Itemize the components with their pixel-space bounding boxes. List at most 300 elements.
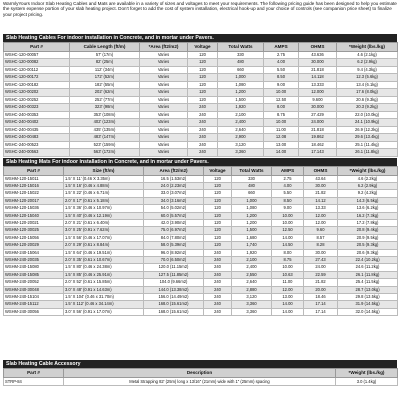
table-cell: 1.5' X 22' (0.46 x 6.71m): [64, 190, 144, 197]
table-cell: 13.00: [264, 141, 299, 149]
table-cell: 240: [204, 271, 232, 278]
table-cell: 10.00: [264, 89, 299, 97]
table-cell: 1,200: [218, 89, 264, 97]
table-cell: 13.33: [304, 205, 338, 212]
table-cell: 22.59: [304, 271, 338, 278]
table-cell: 17.2 (7.8kg): [338, 219, 398, 226]
table-cell: 9.600: [299, 96, 337, 104]
table-cell: 19.862: [299, 134, 337, 142]
table-cell: 1,680: [232, 234, 272, 241]
table-cell: 120: [204, 212, 232, 219]
table-cell: WSHC-240-00435: [4, 126, 70, 134]
table-cell: 12.00: [304, 219, 338, 226]
table-cell: 330: [232, 175, 272, 182]
table-cell: 353' (108m): [70, 111, 140, 119]
table-row: [4, 308, 398, 315]
table-cell: WSHC-240-00523: [4, 141, 70, 149]
column-header: Total Watts: [232, 167, 272, 176]
table-row: [4, 271, 398, 278]
table-row: [4, 96, 398, 104]
table-cell: Varies: [140, 89, 188, 97]
column-header: *Weight (lbs./kg): [337, 43, 398, 52]
table-cell: 5.50: [272, 190, 304, 197]
table-cell: 120: [204, 205, 232, 212]
table-cell: 182' (55m): [70, 81, 140, 89]
table-cell: 54.0 (5.02m2): [144, 205, 204, 212]
table-cell: 2.0' X 21' (0.61 x 6.40m): [64, 219, 144, 226]
table-cell: WSHC-240-00323: [4, 104, 70, 112]
table-cell: 2,550: [232, 271, 272, 278]
table-row: [4, 119, 398, 127]
table-row: [4, 59, 398, 67]
table-cell: 240: [204, 301, 232, 308]
table-row: [4, 205, 398, 212]
table-cell: 1,740: [232, 242, 272, 249]
column-header: *Area (ft2/m2): [140, 43, 188, 52]
table-cell: 120: [204, 242, 232, 249]
table-row: [4, 81, 398, 89]
table-cell: 120: [188, 59, 218, 67]
table-cell: 16.5 (1.53m2): [144, 175, 204, 182]
table-cell: WSHM-240-15085: [4, 271, 64, 278]
table-row: [4, 301, 398, 308]
table-cell: 330: [218, 51, 264, 59]
table-cell: 25.4 (11.5kg): [338, 279, 398, 286]
table-cell: 202' (62m): [70, 89, 140, 97]
table-cell: 2,400: [218, 119, 264, 127]
table-cell: 18.462: [299, 141, 337, 149]
table-cell: WSHM-120-20029: [4, 242, 64, 249]
table-cell: 156.0 (14.49m2): [144, 294, 204, 301]
table-cell: 42.0 (3.90m2): [144, 219, 204, 226]
table-cell: Metal Strapping 82' (25m) long x 13/16" (21mm) wide with 1" (25mm) spacing: [64, 377, 336, 385]
table-cell: WSHM-120-15036: [4, 205, 64, 212]
table-cell: 30.000: [299, 104, 337, 112]
table-row: [4, 149, 398, 157]
accessory-table: [3, 368, 398, 386]
table-cell: WSHM-240-15112: [4, 301, 64, 308]
table-cell: 240: [204, 256, 232, 263]
table-cell: 660: [218, 66, 264, 74]
table-cell: WSHM-120-15016: [4, 182, 64, 189]
table-cell: 2,640: [218, 126, 264, 134]
table-cell: 10.00: [272, 264, 304, 271]
table-row: [4, 377, 398, 385]
table-cell: STRP-84: [4, 377, 64, 385]
table-cell: 168.0 (15.61m2): [144, 301, 204, 308]
table-cell: 5.50: [264, 66, 299, 74]
table-row: [4, 219, 398, 226]
table-cell: 18.46: [304, 294, 338, 301]
table-cell: 75.0 (6.97m2): [144, 227, 204, 234]
table-cell: Varies: [140, 59, 188, 67]
table-cell: 29.8 (13.5kg): [338, 294, 398, 301]
table-cell: 12.00: [272, 286, 304, 293]
table-row: [4, 286, 398, 293]
table-cell: 2,640: [232, 279, 272, 286]
table-cell: 172' (52m): [70, 74, 140, 82]
table-cell: 30.00: [304, 249, 338, 256]
table-cell: 8.50: [264, 74, 299, 82]
table-cell: 104.0 (9.66m2): [144, 279, 204, 286]
column-header: AMPS: [264, 43, 299, 52]
table-cell: 3,120: [218, 141, 264, 149]
table-cell: 14.00: [264, 149, 299, 157]
table-cell: 120: [204, 219, 232, 226]
table-cell: 13.4 (6.1kg): [337, 81, 398, 89]
table-cell: 22.4 (10.2kg): [338, 256, 398, 263]
table-cell: WSHM-240-30048: [4, 286, 64, 293]
column-header: Part #: [4, 369, 64, 378]
column-header: Area (ft2/m2): [144, 167, 204, 176]
table-cell: 13.6 (6.2kg): [338, 205, 398, 212]
table-cell: 1,920: [232, 249, 272, 256]
table-cell: WSHC-120-00202: [4, 89, 70, 97]
table-row: [4, 51, 398, 59]
table-cell: 144.0 (13.38m2): [144, 286, 204, 293]
table-cell: 10.63: [272, 271, 304, 278]
table-cell: 120: [204, 197, 232, 204]
table-cell: 240: [188, 134, 218, 142]
table-cell: 14.00: [272, 234, 304, 241]
table-row: [4, 141, 398, 149]
cables-section: [3, 34, 397, 157]
mats-section-title: Slab Heating Mats For indoor installation in Concrete, and in mortar under Pavers.: [3, 158, 397, 166]
table-row: [4, 74, 398, 82]
table-cell: 14.00: [272, 308, 304, 315]
table-cell: 120: [204, 190, 232, 197]
table-cell: 9.2 (4.2kg): [338, 190, 398, 197]
table-cell: 120: [188, 96, 218, 104]
table-cell: 8.00: [264, 104, 299, 112]
table-cell: 10.00: [272, 219, 304, 226]
table-cell: 16.2 (7.3kg): [338, 212, 398, 219]
table-cell: 8.57: [304, 234, 338, 241]
table-cell: 12.50: [272, 227, 304, 234]
table-cell: Varies: [140, 104, 188, 112]
table-cell: 21.82: [304, 279, 338, 286]
table-cell: 1,500: [218, 96, 264, 104]
table-cell: Varies: [140, 134, 188, 142]
table-cell: 240: [204, 294, 232, 301]
table-cell: 3.0' X 48' (0.91 x 14.63m): [64, 286, 144, 293]
table-cell: 20.3 (9.2kg): [337, 104, 398, 112]
table-cell: Varies: [140, 119, 188, 127]
table-cell: 1,920: [218, 104, 264, 112]
table-row: [4, 279, 398, 286]
table-cell: 435' (135m): [70, 126, 140, 134]
table-cell: 57' (17m): [70, 51, 140, 59]
table-cell: 120: [188, 89, 218, 97]
table-cell: WSHM-240-15080: [4, 264, 64, 271]
mats-table: [3, 166, 398, 316]
accessory-table-header: [4, 369, 398, 378]
table-cell: WSHC-120-00112: [4, 66, 70, 74]
table-cell: Varies: [140, 96, 188, 104]
table-cell: 1.5' X 56' (0.46 x 17.07m): [64, 234, 144, 241]
table-cell: 6.2 (2.9kg): [337, 59, 398, 67]
table-cell: WSHC-120-00057: [4, 51, 70, 59]
table-cell: 32.0 (14.5kg): [338, 308, 398, 315]
table-cell: 27.429: [299, 111, 337, 119]
table-cell: 17.6 (8.0kg): [337, 89, 398, 97]
table-cell: 6.2 (2.9kg): [338, 182, 398, 189]
table-cell: 58.0 (5.39m2): [144, 242, 204, 249]
table-cell: 120: [188, 74, 218, 82]
table-cell: 27.43: [304, 256, 338, 263]
table-cell: WSHM-240-20035: [4, 256, 64, 263]
table-row: [4, 256, 398, 263]
table-cell: 24.00: [304, 264, 338, 271]
column-header: Part #: [4, 167, 64, 176]
table-cell: 1,000: [232, 197, 272, 204]
table-cell: 1.5' X 112' (0.46 x 34.14m): [64, 301, 144, 308]
table-row: [4, 104, 398, 112]
table-row: [4, 294, 398, 301]
table-cell: 26.1 (11.8kg): [338, 271, 398, 278]
table-cell: 2.0' X 29' (0.61 x 8.84m): [64, 242, 144, 249]
table-cell: 24.0 (2.23m2): [144, 182, 204, 189]
table-cell: 14.00: [272, 301, 304, 308]
table-cell: 9.00: [272, 205, 304, 212]
table-cell: 22.0 (10.0kg): [337, 111, 398, 119]
table-cell: WSHC-120-00172: [4, 74, 70, 82]
table-cell: 1,080: [232, 205, 272, 212]
table-cell: 17.14: [304, 301, 338, 308]
table-cell: 240: [204, 308, 232, 315]
table-cell: 96.0 (8.92m2): [144, 249, 204, 256]
table-cell: 14.3 (6.5kg): [338, 197, 398, 204]
table-cell: Varies: [140, 141, 188, 149]
table-cell: Varies: [140, 51, 188, 59]
accessory-table-body: [4, 377, 398, 385]
table-cell: 14.118: [299, 74, 337, 82]
cables-table-header: [4, 43, 398, 52]
table-cell: 2,880: [232, 286, 272, 293]
table-cell: 3,360: [232, 301, 272, 308]
table-cell: 3,120: [232, 294, 272, 301]
table-cell: 30.000: [299, 59, 337, 67]
table-cell: 2,400: [232, 264, 272, 271]
table-row: [4, 89, 398, 97]
table-row: [4, 212, 398, 219]
table-cell: 120: [188, 66, 218, 74]
table-cell: 28.7 (13.0kg): [338, 286, 398, 293]
table-cell: 26.1 (11.8kg): [337, 149, 398, 157]
column-header: Voltage: [204, 167, 232, 176]
table-cell: WSHM-120-20021: [4, 219, 64, 226]
table-cell: Varies: [140, 149, 188, 157]
table-cell: 4.00: [264, 59, 299, 67]
table-row: [4, 111, 398, 119]
column-header: OHMS: [304, 167, 338, 176]
table-cell: WSHM-120-20017: [4, 197, 64, 204]
table-cell: 2.75: [264, 51, 299, 59]
table-cell: 240: [188, 141, 218, 149]
table-cell: 20.9 (9.5kg): [338, 234, 398, 241]
table-row: [4, 197, 398, 204]
table-cell: 4.6 (2.1kg): [337, 51, 398, 59]
table-cell: WSHC-240-00402: [4, 119, 70, 127]
column-header: Voltage: [188, 43, 218, 52]
table-cell: Varies: [140, 126, 188, 134]
table-cell: Varies: [140, 66, 188, 74]
table-cell: Varies: [140, 74, 188, 82]
column-header: Size (ft/m): [64, 167, 144, 176]
table-cell: WSHC-120-00182: [4, 81, 70, 89]
table-cell: 9.4 (4.3kg): [337, 66, 398, 74]
table-cell: 34.0 (3.16m2): [144, 197, 204, 204]
table-cell: WSHC-240-00563: [4, 149, 70, 157]
table-cell: WSHC-120-00082: [4, 59, 70, 67]
table-cell: 21.818: [299, 66, 337, 74]
table-cell: 20.6 (9.3kg): [337, 96, 398, 104]
table-cell: 112' (34m): [70, 66, 140, 74]
table-cell: 3.0' X 56' (0.91 x 17.07m): [64, 308, 144, 315]
table-cell: 402' (123m): [70, 119, 140, 127]
table-cell: 660: [232, 190, 272, 197]
table-cell: 240: [204, 286, 232, 293]
table-cell: 563' (172m): [70, 149, 140, 157]
table-cell: 12.3 (5.6kg): [337, 74, 398, 82]
table-cell: 21.818: [299, 126, 337, 134]
table-row: [4, 190, 398, 197]
table-cell: 20.5 (9.3kg): [338, 242, 398, 249]
table-cell: 252' (77m): [70, 96, 140, 104]
table-cell: 8.28: [304, 242, 338, 249]
table-cell: 31.9 (14.5kg): [338, 301, 398, 308]
table-cell: 33.0 (3.07m2): [144, 190, 204, 197]
column-header: Cable Length (ft/m): [70, 43, 140, 52]
table-cell: 1.5' X 40' (0.46 x 12.19m): [64, 212, 144, 219]
table-cell: 2.0' X 35' (0.61 x 10.67m): [64, 256, 144, 263]
table-row: [4, 126, 398, 134]
table-cell: 2.0' X 52' (0.61 x 15.85m): [64, 279, 144, 286]
table-cell: 1.5' X 80' (0.46 x 24.38m): [64, 264, 144, 271]
table-cell: 127.5 (11.85m2): [144, 271, 204, 278]
table-cell: 20.00: [304, 286, 338, 293]
table-cell: 4.00: [272, 182, 304, 189]
table-cell: 120: [188, 51, 218, 59]
table-cell: WSHC-240-00483: [4, 134, 70, 142]
table-cell: 17.14: [304, 308, 338, 315]
table-cell: 70.0 (6.50m2): [144, 256, 204, 263]
table-row: [4, 227, 398, 234]
column-header: Part #: [4, 43, 70, 52]
column-header: Description: [64, 369, 336, 378]
table-cell: 523' (159m): [70, 141, 140, 149]
table-cell: 13.333: [299, 81, 337, 89]
table-cell: 2,100: [218, 111, 264, 119]
table-cell: 3.0 (1.4kg): [336, 377, 398, 385]
table-cell: 240: [204, 264, 232, 271]
table-cell: 10.00: [272, 212, 304, 219]
table-cell: WSHM-240-15104: [4, 294, 64, 301]
table-cell: 30.00: [304, 182, 338, 189]
table-cell: 21.82: [304, 190, 338, 197]
table-cell: WSHM-120-15011: [4, 175, 64, 182]
table-cell: 3,360: [232, 308, 272, 315]
table-cell: 240: [188, 104, 218, 112]
table-cell: 8.50: [272, 197, 304, 204]
table-cell: 480: [232, 182, 272, 189]
table-cell: 120: [188, 81, 218, 89]
table-cell: WSHM-240-15064: [4, 249, 64, 256]
table-row: [4, 134, 398, 142]
table-cell: WSHM-120-15022: [4, 190, 64, 197]
table-cell: 1.5' X 64' (0.46 x 19.51m): [64, 249, 144, 256]
table-cell: 24.1 (10.9kg): [337, 119, 398, 127]
table-cell: 12.000: [299, 89, 337, 97]
table-cell: 483' (147m): [70, 134, 140, 142]
cables-section-title: Slab Heating Cables For indoor installation in Concrete, and in mortar under Pavers.: [3, 34, 397, 42]
table-cell: 1.5' X 85' (0.46 x 25.91m): [64, 271, 144, 278]
table-cell: 240: [204, 279, 232, 286]
table-cell: 1,200: [232, 219, 272, 226]
table-cell: 8.00: [272, 249, 304, 256]
table-cell: 1,200: [232, 212, 272, 219]
table-cell: 240: [188, 111, 218, 119]
table-cell: 14.50: [272, 242, 304, 249]
table-cell: 84.0 (7.80m2): [144, 234, 204, 241]
table-cell: 17.143: [299, 149, 337, 157]
table-cell: 240: [204, 249, 232, 256]
table-row: [4, 66, 398, 74]
table-row: [4, 249, 398, 256]
table-cell: 24.000: [299, 119, 337, 127]
table-cell: Varies: [140, 81, 188, 89]
intro-paragraph: WarmlyYours Indoor Slab Heating Cables and Mats are available in a variety of sizes and voltages to meet your requirements. The following pricing guide has been designed to help you estimate the system expense portion of your slab heating project. Don't forget to add the cost of system installation, electrical hook-up and your choice of controls (see companion price sheet) to finalize your project pricing.: [3, 1, 397, 17]
table-row: [4, 182, 398, 189]
table-cell: WSHM-120-30025: [4, 227, 64, 234]
table-cell: 2.75: [272, 175, 304, 182]
table-cell: 1,080: [218, 81, 264, 89]
table-cell: 12.00: [304, 212, 338, 219]
table-cell: 24.6 (11.2kg): [338, 264, 398, 271]
table-cell: 11.00: [264, 126, 299, 134]
table-cell: 240: [188, 119, 218, 127]
table-row: [4, 234, 398, 241]
column-header: *Weight (lbs./kg): [336, 369, 398, 378]
table-cell: 12.08: [264, 134, 299, 142]
table-cell: WSHM-240-20052: [4, 279, 64, 286]
table-cell: 2,900: [218, 134, 264, 142]
table-cell: 1,000: [218, 74, 264, 82]
table-cell: 2.0' X 17' (0.61 x 5.18m): [64, 197, 144, 204]
table-cell: 11.00: [272, 279, 304, 286]
table-cell: 8.75: [272, 256, 304, 263]
table-cell: 120: [204, 182, 232, 189]
table-cell: 1,500: [232, 227, 272, 234]
table-cell: 4.6 (2.2kg): [338, 175, 398, 182]
table-cell: 120: [204, 175, 232, 182]
table-cell: WSHM-120-15040: [4, 212, 64, 219]
table-cell: 13.00: [272, 294, 304, 301]
table-row: [4, 264, 398, 271]
table-cell: 14.12: [304, 197, 338, 204]
column-header: AMPS: [272, 167, 304, 176]
table-cell: 240: [188, 149, 218, 157]
table-cell: WSHM-240-30056: [4, 308, 64, 315]
mats-table-body: [4, 175, 398, 316]
table-cell: WSHM-120-15056: [4, 234, 64, 241]
column-header: Total Watts: [218, 43, 264, 52]
table-cell: 26.9 (12.2kg): [337, 126, 398, 134]
accessory-section-title: Slab Heating Cable Accessory: [3, 360, 397, 368]
table-cell: 20.8 (9.4kg): [338, 227, 398, 234]
table-cell: 12.50: [264, 96, 299, 104]
table-cell: 60.0 (5.57m2): [144, 212, 204, 219]
